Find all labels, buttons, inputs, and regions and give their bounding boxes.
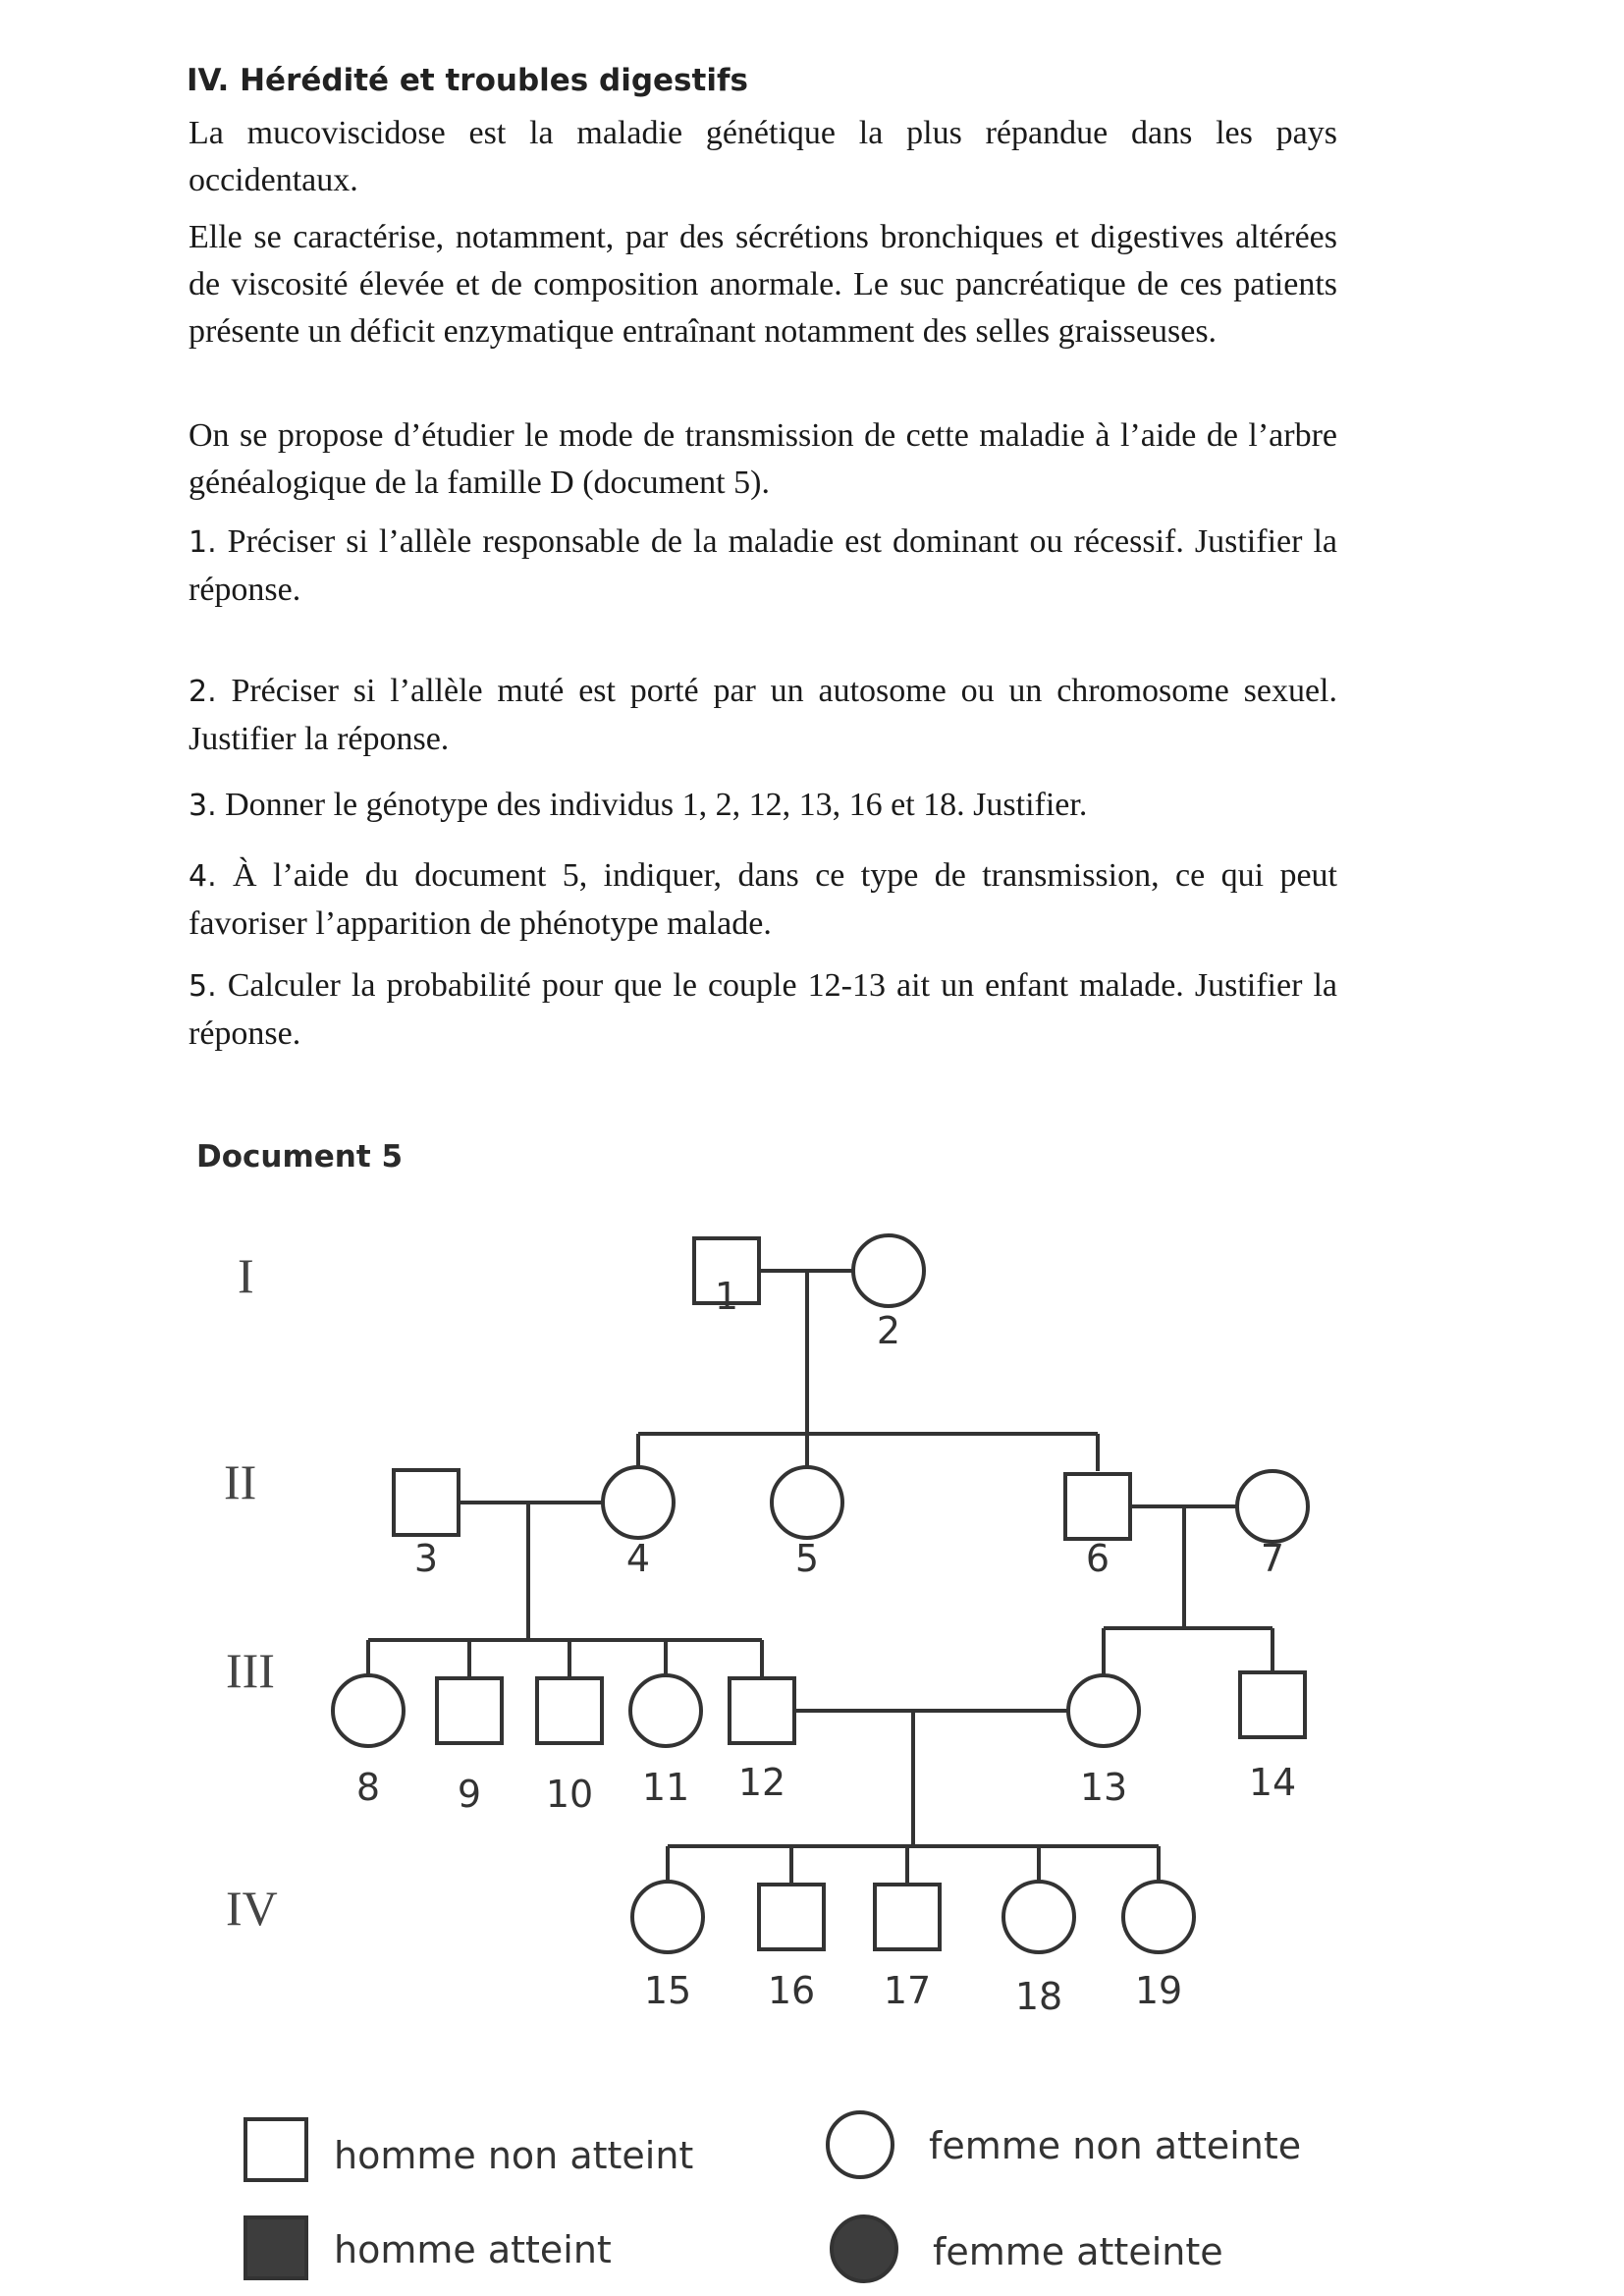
generation-label-2: II — [224, 1454, 257, 1509]
unaffected-female-7 — [1237, 1471, 1308, 1542]
generation-label-4: IV — [226, 1881, 278, 1936]
intro-paragraph-1: La mucoviscidose est la maladie génétique la plus répandue dans les pays occidentaux. — [189, 115, 1337, 198]
unaffected-female-13 — [1068, 1675, 1139, 1746]
unaffected-female-19 — [1123, 1882, 1194, 1952]
legend-male-affected-label: homme atteint — [334, 2228, 612, 2271]
unaffected-male-9 — [437, 1678, 502, 1743]
question-4-number: 4. — [189, 859, 217, 894]
legend — [245, 2112, 1301, 2281]
question-2-number: 2. — [189, 675, 217, 709]
legend-female-unaffected-symbol — [828, 2112, 893, 2177]
unaffected-male-14 — [1240, 1672, 1305, 1737]
affected-male-16 — [759, 1885, 824, 1949]
intro-paragraph-3: On se propose d’étudier le mode de transmission de cette maladie à l’aide de l’arbre généalogique de la famille D (document 5). — [189, 417, 1337, 501]
individual-number-14: 14 — [1248, 1761, 1297, 1804]
unaffected-male-10 — [537, 1678, 602, 1743]
legend-male-affected-symbol — [245, 2217, 306, 2278]
legend-female-affected-symbol — [832, 2216, 896, 2281]
legend-male-unaffected-label: homme non atteint — [334, 2134, 694, 2177]
question-1-number: 1. — [189, 525, 217, 560]
unaffected-female-8 — [333, 1675, 404, 1746]
unaffected-female-4 — [603, 1467, 674, 1538]
unaffected-male-6 — [1065, 1474, 1130, 1539]
question-3-number: 3. — [189, 789, 217, 823]
individual-number-1: 1 — [714, 1275, 739, 1318]
legend-male-unaffected-symbol — [245, 2119, 306, 2180]
unaffected-male-17 — [875, 1885, 940, 1949]
affected-female-18 — [1003, 1882, 1074, 1952]
individual-number-4: 4 — [625, 1537, 651, 1580]
legend-female-unaffected-label: femme non atteinte — [929, 2124, 1302, 2167]
document-title: Document 5 — [196, 1139, 404, 1175]
individual-number-7: 7 — [1260, 1537, 1285, 1580]
unaffected-male-12 — [730, 1678, 794, 1743]
individual-number-12: 12 — [737, 1761, 786, 1804]
intro-paragraph-2: Elle se caractérise, notamment, par des sécrétions bronchiques et digestives altérées de viscosité élevée et de composition anormale. Le suc pancréatique de ces patients présente un déficit enzymatique entraînant notamment des selles graisseuses. — [189, 219, 1337, 350]
individual-number-6: 6 — [1085, 1537, 1110, 1580]
individual-number-19: 19 — [1134, 1969, 1183, 2012]
legend-female-affected-label: femme atteinte — [933, 2230, 1223, 2273]
question-5-number: 5. — [189, 969, 217, 1004]
unaffected-female-11 — [630, 1675, 701, 1746]
question-5-text: Calculer la probabilité pour que le couple 12-13 ait un enfant malade. Justifier la réponse. — [189, 967, 1337, 1052]
unaffected-female-15 — [632, 1882, 703, 1952]
individual-number-11: 11 — [641, 1766, 690, 1809]
individual-number-13: 13 — [1079, 1766, 1128, 1809]
individual-number-17: 17 — [883, 1969, 932, 2012]
individual-number-18: 18 — [1014, 1975, 1063, 2018]
individual-number-16: 16 — [767, 1969, 816, 2012]
generation-label-1: I — [238, 1248, 254, 1303]
pedigree-lines — [368, 1271, 1272, 1884]
generation-label-3: III — [226, 1643, 275, 1698]
unaffected-female-5 — [772, 1467, 842, 1538]
individual-number-10: 10 — [545, 1773, 594, 1816]
unaffected-male-3 — [394, 1470, 459, 1535]
question-1-text: Préciser si l’allèle responsable de la maladie est dominant ou récessif. Justifier la réponse. — [189, 523, 1338, 608]
individual-number-2: 2 — [876, 1309, 901, 1352]
individual-number-5: 5 — [794, 1537, 820, 1580]
question-4-text: À l’aide du document 5, indiquer, dans ce type de transmission, ce qui peut favoriser l’apparition de phénotype malade. — [189, 857, 1338, 942]
question-3-text: Donner le génotype des individus 1, 2, 12, 13, 16 et 18. Justifier. — [225, 787, 1088, 823]
question-2-text: Préciser si l’allèle muté est porté par un autosome ou un chromosome sexuel. Justifier la réponse. — [189, 673, 1337, 757]
individual-number-9: 9 — [457, 1773, 482, 1816]
individual-number-8: 8 — [355, 1766, 381, 1809]
unaffected-female-2 — [853, 1235, 924, 1306]
individual-number-3: 3 — [413, 1537, 439, 1580]
individual-number-15: 15 — [643, 1969, 692, 2012]
section-heading: IV. Hérédité et troubles digestifs — [187, 63, 748, 98]
